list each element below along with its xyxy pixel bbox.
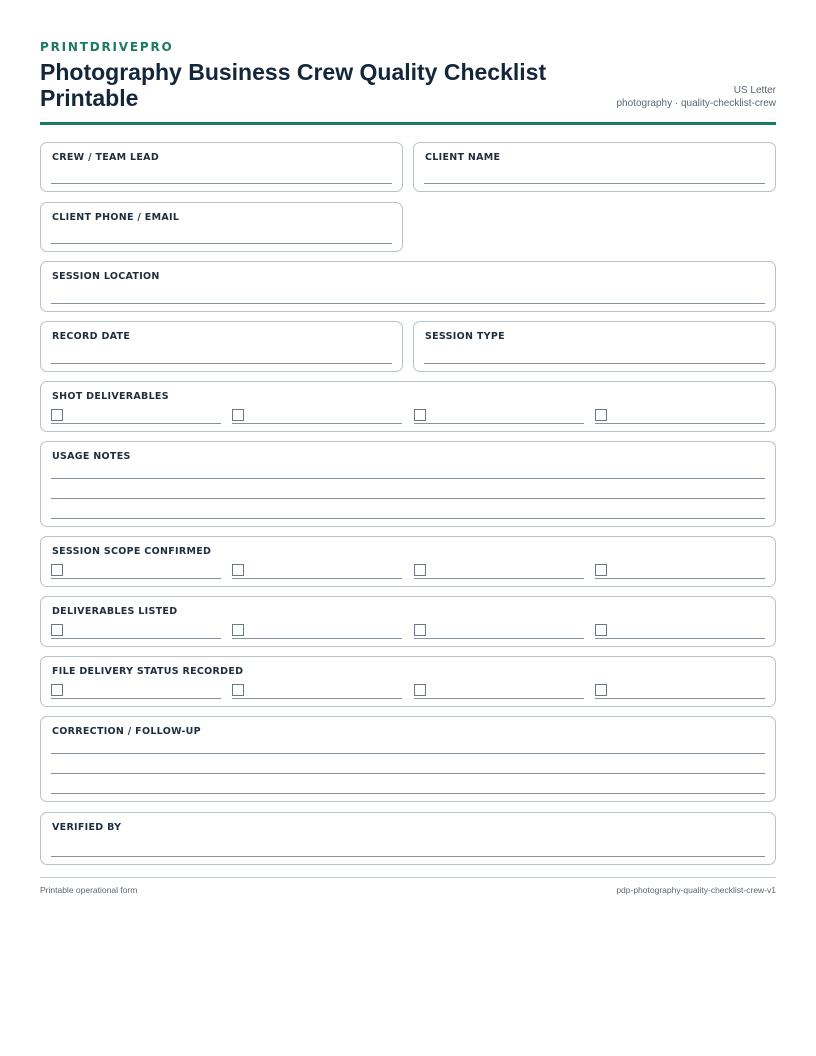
checkbox[interactable] <box>232 564 244 576</box>
checkbox[interactable] <box>51 409 63 421</box>
checkbox[interactable] <box>232 409 244 421</box>
checkbox[interactable] <box>595 624 607 636</box>
correction-label: CORRECTION / FOLLOW-UP <box>52 726 201 737</box>
checklist-item[interactable] <box>232 624 402 639</box>
footer-left-text: Printable operational form <box>40 885 138 895</box>
form-header <box>40 40 776 125</box>
form-meta <box>616 84 776 110</box>
checkbox[interactable] <box>414 564 426 576</box>
scope-confirmed-section <box>40 536 776 587</box>
checkbox[interactable] <box>51 624 63 636</box>
checklist-item[interactable] <box>595 409 765 424</box>
form-page <box>40 40 776 125</box>
usage-notes-label: USAGE NOTES <box>52 451 131 462</box>
checkbox[interactable] <box>414 624 426 636</box>
checklist-item[interactable] <box>232 409 402 424</box>
checklist-item[interactable] <box>414 409 584 424</box>
correction-line[interactable] <box>51 773 765 774</box>
file-delivery-section <box>40 656 776 707</box>
checklist-item[interactable] <box>414 624 584 639</box>
verified-by-label: VERIFIED BY <box>52 822 122 833</box>
client-name-label: CLIENT NAME <box>425 152 501 163</box>
scope-confirmed-label: SESSION SCOPE CONFIRMED <box>52 546 212 557</box>
checklist-item[interactable] <box>414 564 584 579</box>
session-location-label: SESSION LOCATION <box>52 271 160 282</box>
usage-notes-line[interactable] <box>51 518 765 519</box>
usage-notes-line[interactable] <box>51 478 765 479</box>
checkbox[interactable] <box>414 684 426 696</box>
checklist-item[interactable] <box>414 684 584 699</box>
crew-lead-input-line[interactable] <box>51 183 392 184</box>
client-name-input-line[interactable] <box>424 183 765 184</box>
deliverables-listed-section <box>40 596 776 647</box>
footer-form-id: pdp-photography-quality-checklist-crew-v1 <box>616 885 776 895</box>
usage-notes-line[interactable] <box>51 498 765 499</box>
checklist-item[interactable] <box>51 684 221 699</box>
session-type-field <box>413 321 776 372</box>
checkbox[interactable] <box>232 624 244 636</box>
client-contact-field <box>40 202 403 252</box>
checklist-item[interactable] <box>595 624 765 639</box>
page-title: Photography Business Crew Quality Checklist Printable <box>40 59 547 111</box>
session-type-label: SESSION TYPE <box>425 331 505 342</box>
record-date-field <box>40 321 403 372</box>
verified-by-input-line[interactable] <box>51 856 765 857</box>
checkbox[interactable] <box>414 409 426 421</box>
record-date-input-line[interactable] <box>51 363 392 364</box>
paper-size: US Letter <box>733 85 776 96</box>
client-name-field <box>413 142 776 192</box>
correction-line[interactable] <box>51 753 765 754</box>
correction-line[interactable] <box>51 793 765 794</box>
checkbox[interactable] <box>51 684 63 696</box>
checkbox[interactable] <box>51 564 63 576</box>
checkbox[interactable] <box>595 684 607 696</box>
checklist-item[interactable] <box>232 564 402 579</box>
usage-notes-section <box>40 441 776 527</box>
client-contact-input-line[interactable] <box>51 243 392 244</box>
checkbox[interactable] <box>595 409 607 421</box>
correction-section <box>40 716 776 802</box>
verified-by-field <box>40 812 776 865</box>
crew-lead-label: CREW / TEAM LEAD <box>52 152 160 163</box>
client-contact-label: CLIENT PHONE / EMAIL <box>52 212 180 223</box>
checkbox[interactable] <box>595 564 607 576</box>
file-delivery-label: FILE DELIVERY STATUS RECORDED <box>52 666 244 677</box>
checklist-item[interactable] <box>595 684 765 699</box>
deliverables-listed-label: DELIVERABLES LISTED <box>52 606 178 617</box>
checklist-item[interactable] <box>232 684 402 699</box>
crew-lead-field <box>40 142 403 192</box>
record-date-label: RECORD DATE <box>52 331 131 342</box>
checklist-item[interactable] <box>51 409 221 424</box>
brand-logo: PRINTDRIVEPRO <box>40 40 174 54</box>
session-location-input-line[interactable] <box>51 303 765 304</box>
checklist-item[interactable] <box>51 624 221 639</box>
checklist-item[interactable] <box>595 564 765 579</box>
checklist-item[interactable] <box>51 564 221 579</box>
checkbox[interactable] <box>232 684 244 696</box>
footer-divider <box>40 877 776 878</box>
shot-deliverables-label: SHOT DELIVERABLES <box>52 391 169 402</box>
form-tags: photography · quality-checklist-crew <box>616 98 776 109</box>
session-type-input-line[interactable] <box>424 363 765 364</box>
session-location-field <box>40 261 776 312</box>
shot-deliverables-section <box>40 381 776 432</box>
